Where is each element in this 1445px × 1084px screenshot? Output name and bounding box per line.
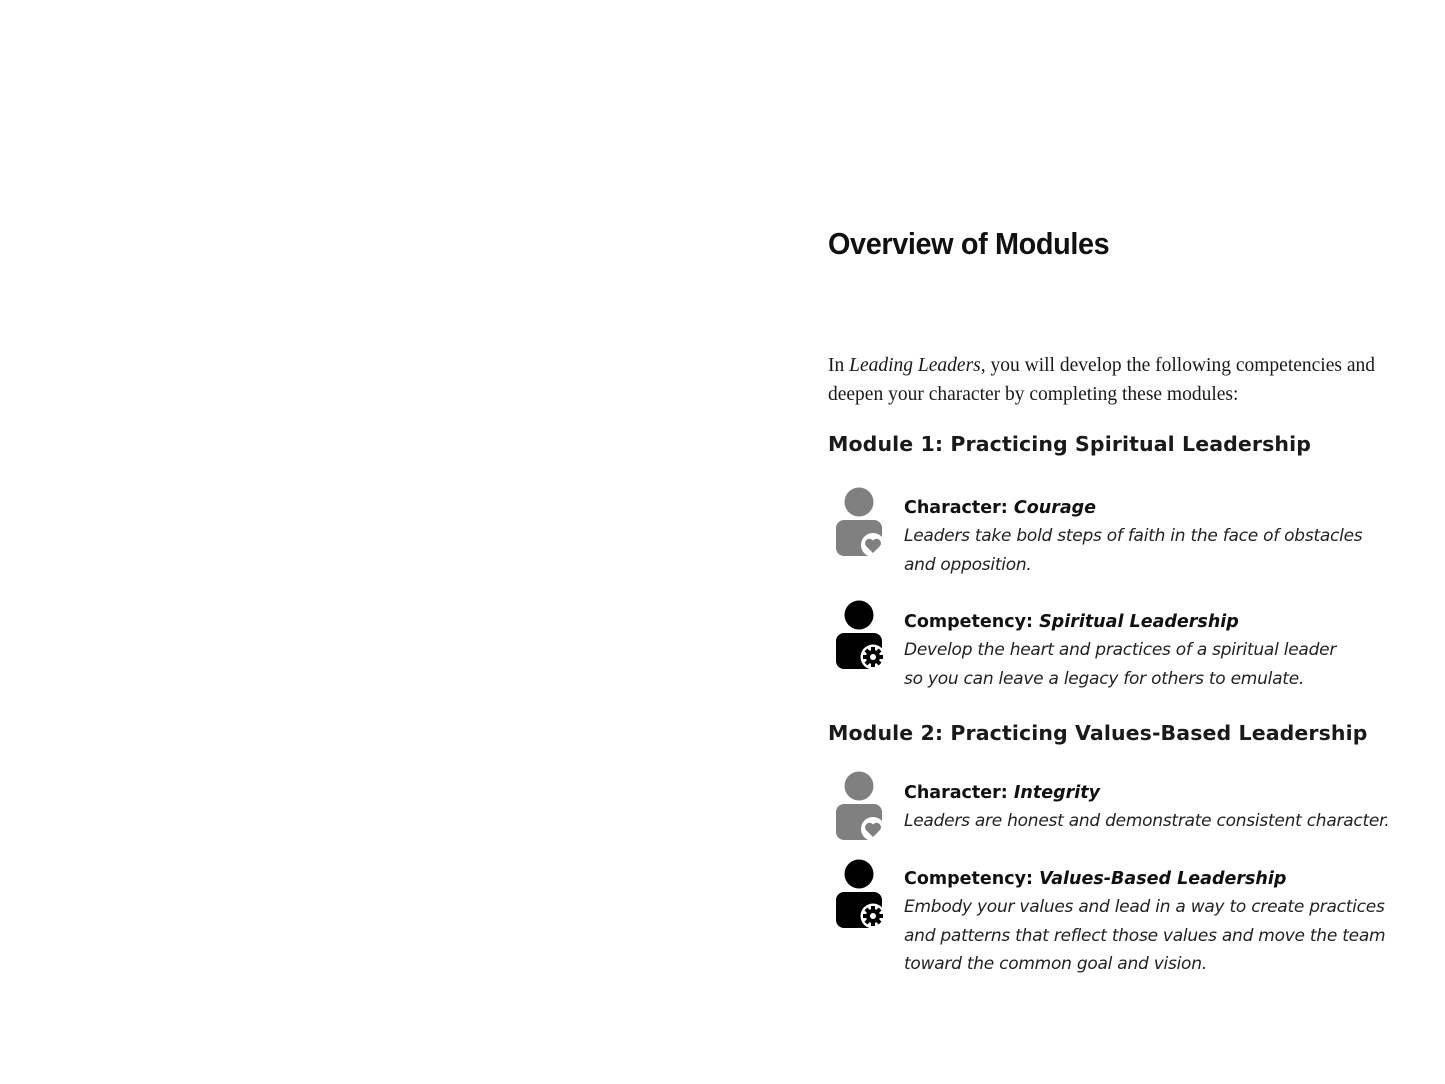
character-description: Leaders take bold steps of faith in the face of obstacles and opposition. bbox=[904, 526, 1363, 575]
person-gear-icon bbox=[835, 858, 883, 928]
character-description: Leaders are honest and demonstrate consistent character. bbox=[904, 811, 1390, 831]
character-label: Character: Integrity bbox=[904, 783, 1101, 803]
competency-description: Embody your values and lead in a way to create practices and patterns that reflect those values and move the team toward the common goal and vision. bbox=[904, 897, 1386, 974]
module-2-heading: Module 2: Practicing Values-Based Leadership bbox=[828, 721, 1368, 745]
competency-description: Develop the heart and practices of a spiritual leader so you can leave a legacy for others to emulate. bbox=[904, 640, 1337, 689]
intro-pre: In bbox=[828, 355, 850, 376]
competency-label: Competency: Values-Based Leadership bbox=[904, 869, 1287, 889]
page-title: Overview of Modules bbox=[828, 226, 1110, 261]
character-label: Character: Courage bbox=[904, 498, 1097, 518]
competency-label: Competency: Spiritual Leadership bbox=[904, 612, 1239, 632]
intro-paragraph bbox=[828, 352, 1388, 409]
person-heart-icon bbox=[835, 486, 883, 556]
person-heart-icon bbox=[835, 770, 883, 840]
intro-post: you will develop the following competencies and deepen your character by completing these modules: bbox=[828, 355, 1375, 405]
person-gear-icon bbox=[835, 599, 883, 669]
book-title: Leading Leaders, bbox=[849, 355, 986, 376]
module-1-heading: Module 1: Practicing Spiritual Leadership bbox=[828, 432, 1312, 456]
